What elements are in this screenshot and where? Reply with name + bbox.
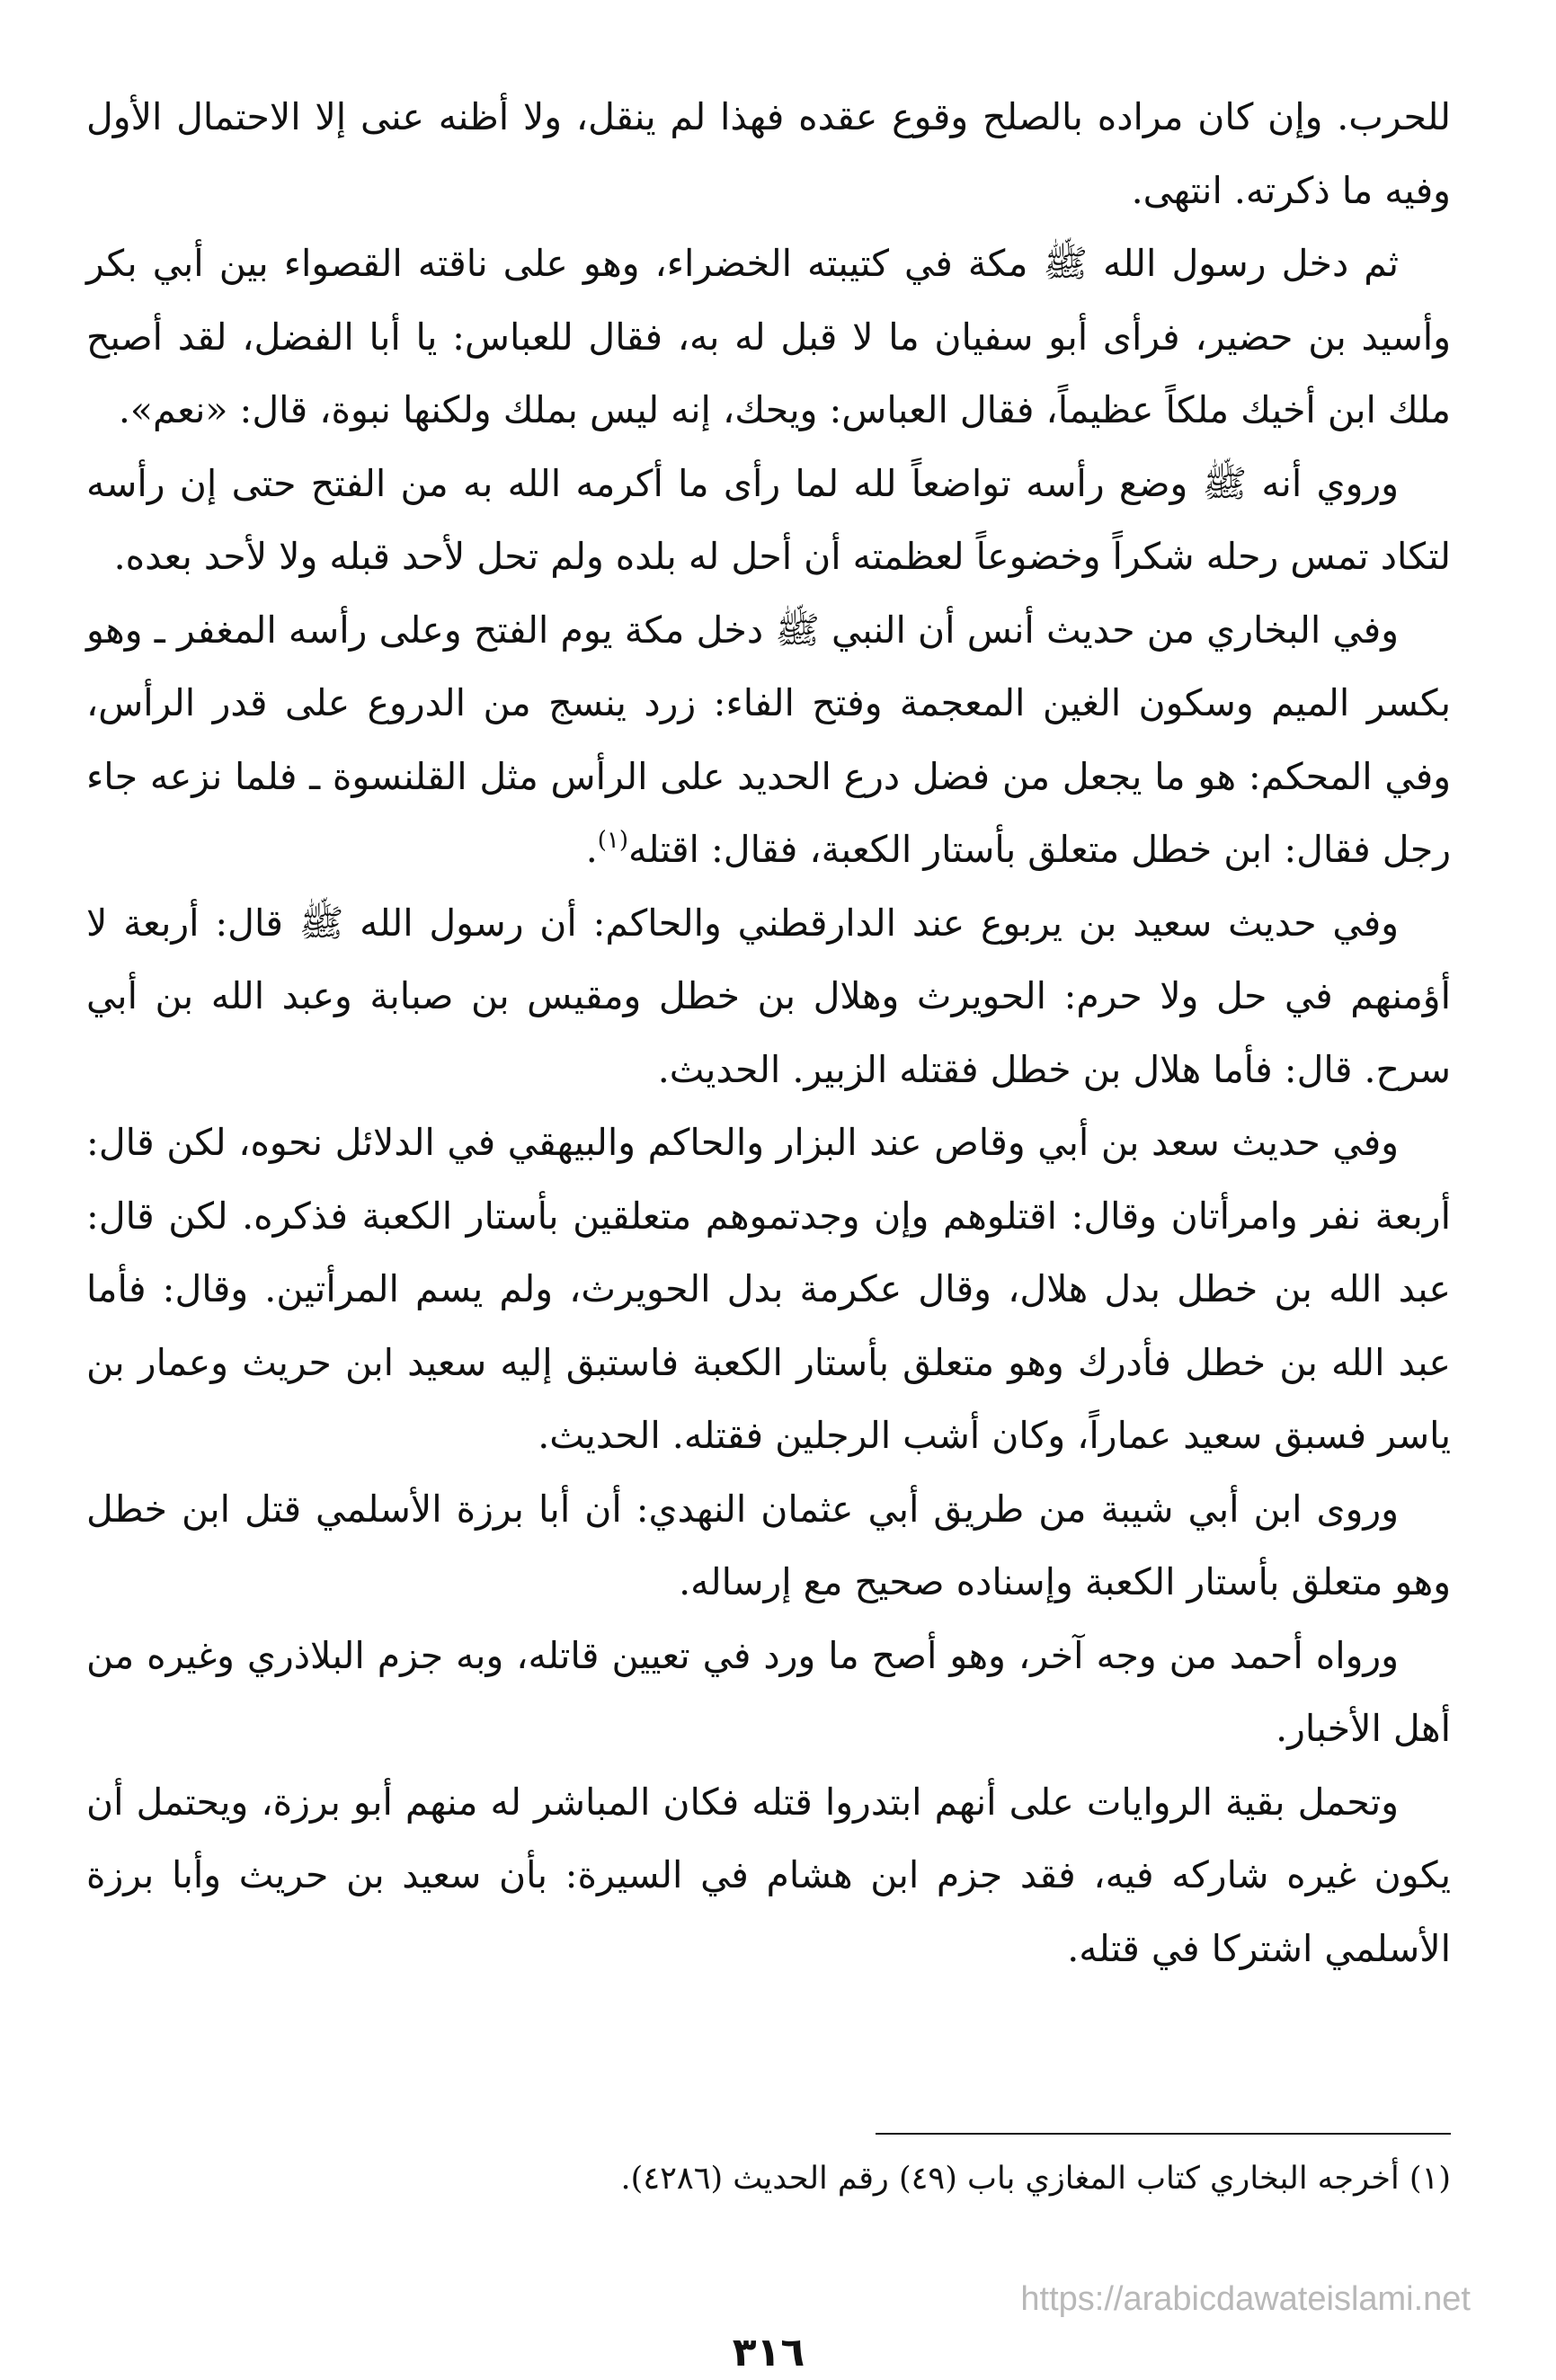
paragraph: ثم دخل رسول الله ﷺ مكة في كتيبته الخضراء، وهو على ناقته القصواء بين أبي بكر وأسيد بن حضير، فرأى أبو سفيان ما لا قبل له به، فقال للعباس: يا أبا الفضل، لقد أصبح ملك ابن أخيك ملكاً عظيماً، فقال العباس: ويحك، إنه ليس بملك ولكنها نبوة، قال: «نعم». [86, 242, 1451, 431]
footnote-separator [876, 2133, 1451, 2135]
paragraph: وتحمل بقية الروايات على أنهم ابتدروا قتله فكان المباشر له منهم أبو برزة، ويحتمل أن يكون غيره شاركه فيه، فقد جزم ابن هشام في السيرة: بأن سعيد بن حريث وأبا برزة الأسلمي اشتركا في قتله. [86, 1780, 1451, 1970]
paragraph-text: وفي البخاري من حديث أنس أن النبي ﷺ دخل مكة يوم الفتح وعلى رأسه المغفر ـ وهو بكسر الميم وسكون الغين المعجمة وفتح الفاء: زرد ينسج من الدروع على قدر الرأس، وفي المحكم: هو ما يجعل من فضل درع الحديد على الرأس مثل القلنسوة ـ فلما نزعه جاء رجل فقال: ابن خطل متعلق بأستار الكعبة، فقال: اقتله [86, 608, 1451, 871]
paragraph: وروي أنه ﷺ وضع رأسه تواضعاً لله لما رأى ما أكرمه الله به من الفتح حتى إن رأسه لتكاد تمس رحله شكراً وخضوعاً لعظمته أن أحل له بلده ولم تحل لأحد قبله ولا لأحد بعده. [86, 461, 1451, 578]
paragraph: وفي حديث سعد بن أبي وقاص عند البزار والحاكم والبيهقي في الدلائل نحوه، لكن قال: أربعة نفر وامرأتان وقال: اقتلوهم وإن وجدتموهم متعلقين بأستار الكعبة فذكره. لكن قال: عبد الله بن خطل بدل هلال، وقال عكرمة بدل الحويرث، ولم يسم المرأتين. وقال: فأما عبد الله بن خطل فأدرك وهو متعلق بأستار الكعبة فاستبق إليه سعيد ابن حريث وعمار بن ياسر فسبق سعيد عماراً، وكان أشب الرجلين فقتله. الحديث. [86, 1121, 1451, 1457]
paragraph: وفي حديث سعيد بن يربوع عند الدارقطني والحاكم: أن رسول الله ﷺ قال: أربعة لا أؤمنهم في حل ولا حرم: الحويرث وهلال بن خطل ومقيس بن صبابة وعبد الله بن أبي سرح. قال: فأما هلال بن خطل فقتله الزبير. الحديث. [86, 901, 1451, 1091]
paragraph [86, 594, 1451, 887]
main-text [86, 81, 1451, 1985]
paragraph-end-mark: . [585, 828, 598, 871]
footnote-reference[interactable]: (١) [597, 827, 629, 854]
page-number: ٣١٦ [732, 2330, 805, 2376]
paragraph: وروى ابن أبي شيبة من طريق أبي عثمان النهدي: أن أبا برزة الأسلمي قتل ابن خطل وهو متعلق بأستار الكعبة وإسناده صحيح مع إرساله. [86, 1487, 1451, 1603]
footnote: (١) أخرجه البخاري كتاب المغازي باب (٤٩) رقم الحديث (٤٢٨٦). [620, 2161, 1451, 2197]
paragraph: للحرب. وإن كان مراده بالصلح وقوع عقده فهذا لم ينقل، ولا أظنه عنى إلا الاحتمال الأول وفيه ما ذكرته. انتهى. [86, 95, 1451, 212]
paragraph: ورواه أحمد من وجه آخر، وهو أصح ما ورد في تعيين قاتله، وبه جزم البلاذري وغيره من أهل الأخبار. [86, 1633, 1451, 1750]
watermark-url: https://arabicdawateislami.net [1020, 2280, 1471, 2318]
